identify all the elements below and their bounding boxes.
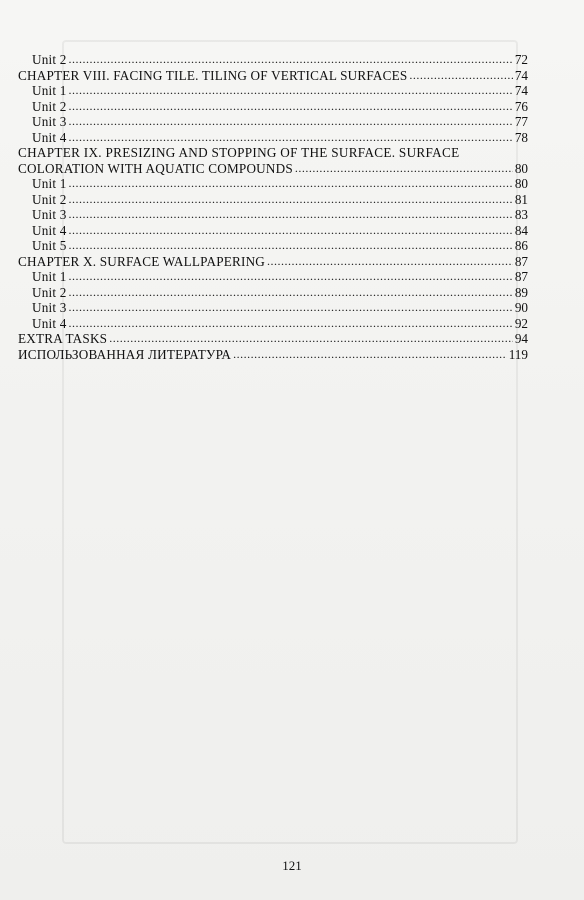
toc-entry-label: Unit 1 xyxy=(32,269,67,284)
toc-entry-page-number: 119 xyxy=(508,346,528,362)
toc-entry-page-number: 72 xyxy=(514,52,528,67)
toc-dot-leader xyxy=(69,52,513,68)
toc-chapter-entry xyxy=(18,161,528,177)
toc-entry-page-number: 80 xyxy=(514,176,528,191)
toc-dot-leader xyxy=(69,316,513,332)
toc-unit-entry xyxy=(18,114,528,130)
toc-entry-label: ИСПОЛЬЗОВАННАЯ ЛИТЕРАТУРА xyxy=(18,346,232,362)
toc-entry-label: Unit 2 xyxy=(32,191,67,207)
toc-entry-page-number: 94 xyxy=(514,331,528,346)
toc-entry-label: CHAPTER X. SURFACE WALLPAPERING xyxy=(18,253,266,269)
toc-chapter-entry xyxy=(18,145,528,161)
toc-dot-leader xyxy=(69,207,513,223)
toc-entry-label: Unit 3 xyxy=(32,207,67,222)
toc-entry-label: EXTRA TASKS xyxy=(18,331,108,346)
toc-entry-label: Unit 3 xyxy=(32,300,67,315)
toc-entry-page-number: 87 xyxy=(514,253,528,269)
toc-entry-label: Unit 4 xyxy=(32,315,67,331)
toc-entry-label: Unit 3 xyxy=(32,114,67,129)
toc-entry-label: COLORATION WITH AQUATIC COMPOUNDS xyxy=(18,160,293,176)
toc-entry-page-number: 86 xyxy=(514,238,528,253)
toc-chapter-entry xyxy=(18,347,528,363)
toc-entry-page-number: 74 xyxy=(514,67,528,83)
toc-dot-leader xyxy=(233,347,507,363)
toc-entry-page-number: 81 xyxy=(514,191,528,207)
toc-dot-leader xyxy=(69,269,513,285)
toc-entry-label: Unit 1 xyxy=(32,176,67,191)
toc-unit-entry xyxy=(18,130,528,146)
toc-unit-entry xyxy=(18,300,528,316)
table-of-contents xyxy=(18,52,528,362)
toc-entry-page-number: 89 xyxy=(514,284,528,300)
toc-entry-label: Unit 2 xyxy=(32,98,67,114)
page-number: 121 xyxy=(282,858,302,873)
toc-dot-leader xyxy=(109,331,513,347)
toc-entry-label: CHAPTER VIII. FACING TILE. TILING OF VERTICAL SURFACES xyxy=(18,67,408,83)
toc-entry-page-number: 92 xyxy=(514,315,528,331)
toc-unit-entry xyxy=(18,52,528,68)
toc-entry-label: Unit 2 xyxy=(32,284,67,300)
toc-dot-leader xyxy=(69,285,513,301)
toc-unit-entry xyxy=(18,223,528,239)
toc-dot-leader xyxy=(69,223,513,239)
toc-entry-page-number: 78 xyxy=(514,129,528,145)
toc-dot-leader xyxy=(69,192,513,208)
toc-dot-leader xyxy=(69,114,513,130)
toc-entry-page-number: 80 xyxy=(514,160,528,176)
toc-entry-page-number: 84 xyxy=(514,222,528,238)
toc-unit-entry xyxy=(18,316,528,332)
toc-entry-page-number: 74 xyxy=(514,83,528,98)
toc-dot-leader xyxy=(69,238,513,254)
toc-entry-page-number: 76 xyxy=(514,98,528,114)
toc-dot-leader xyxy=(69,83,513,99)
toc-entry-label: Unit 4 xyxy=(32,129,67,145)
toc-dot-leader xyxy=(295,161,513,177)
toc-entry-label: Unit 1 xyxy=(32,83,67,98)
toc-chapter-entry xyxy=(18,68,528,84)
toc-dot-leader xyxy=(69,130,513,146)
toc-unit-entry xyxy=(18,207,528,223)
toc-dot-leader xyxy=(267,254,513,270)
toc-dot-leader xyxy=(69,300,513,316)
toc-unit-entry xyxy=(18,99,528,115)
toc-unit-entry xyxy=(18,192,528,208)
toc-unit-entry xyxy=(18,285,528,301)
toc-dot-leader xyxy=(409,68,512,84)
toc-unit-entry xyxy=(18,83,528,99)
toc-unit-entry xyxy=(18,238,528,254)
toc-entry-page-number: 77 xyxy=(514,114,528,129)
toc-entry-page-number: 90 xyxy=(514,300,528,315)
toc-entry-label: Unit 4 xyxy=(32,222,67,238)
toc-entry-page-number: 87 xyxy=(514,269,528,284)
toc-entry-page-number: 83 xyxy=(514,207,528,222)
toc-unit-entry xyxy=(18,269,528,285)
toc-dot-leader xyxy=(69,176,513,192)
toc-entry-label: Unit 2 xyxy=(32,52,67,67)
toc-entry-label: CHAPTER IX. PRESIZING AND STOPPING OF THE SURFACE. SURFACE xyxy=(18,145,460,160)
toc-chapter-entry xyxy=(18,331,528,347)
toc-chapter-entry xyxy=(18,254,528,270)
toc-unit-entry xyxy=(18,176,528,192)
toc-dot-leader xyxy=(69,99,513,115)
toc-entry-label: Unit 5 xyxy=(32,238,67,253)
